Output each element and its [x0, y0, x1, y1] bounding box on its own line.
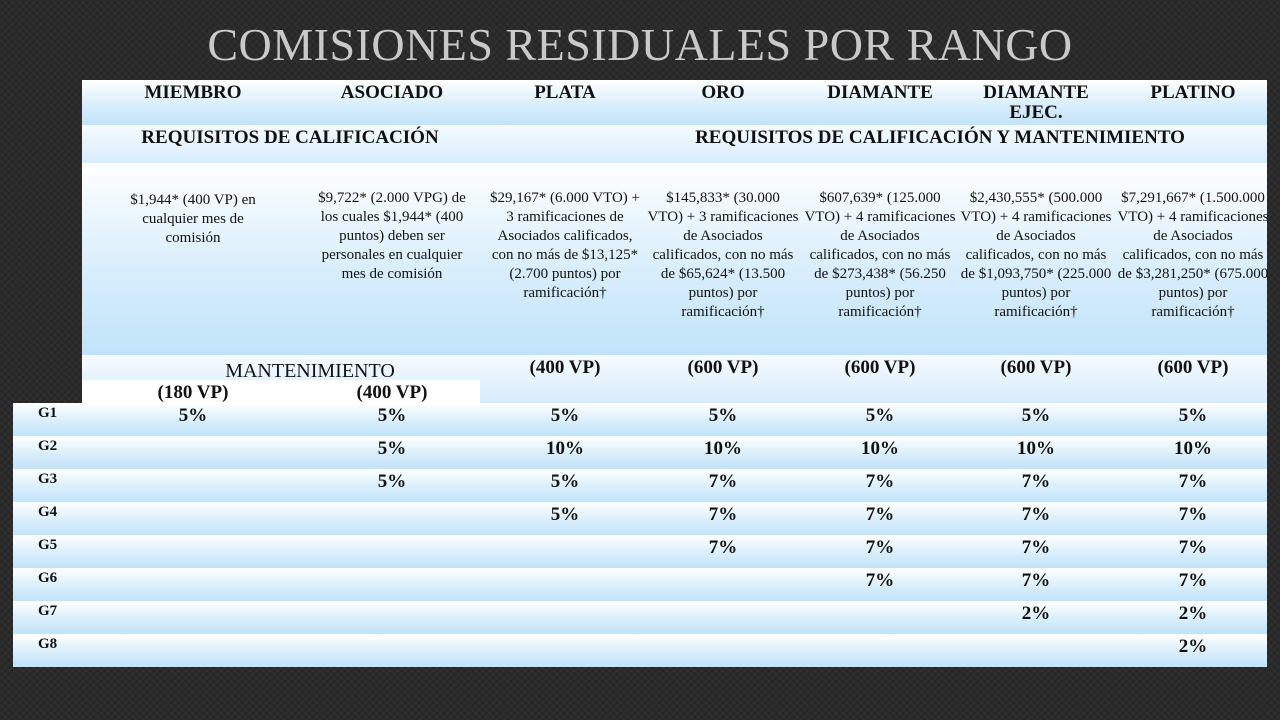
rank-header-diamante-ejec: DIAMANTE EJEC.	[983, 82, 1089, 123]
rank-header-oro: ORO	[701, 82, 745, 103]
generation-label-g5: G5	[38, 537, 58, 553]
generation-label-g7: G7	[38, 603, 58, 619]
generation-g5-platino: 7%	[1178, 537, 1208, 558]
generation-g3-plata: 5%	[550, 471, 580, 492]
maintenance-label: MANTENIMIENTO	[225, 360, 395, 382]
generation-g2-diamante: 10%	[861, 438, 899, 459]
generation-label-g3: G3	[38, 471, 58, 487]
generation-g2-platino: 10%	[1174, 438, 1212, 459]
maintenance-miembro: (180 VP)	[157, 382, 229, 403]
requirement-plata: $29,167* (6.000 VTO) + 3 ramificaciones de Asociados calificados, con no más de $13,125* (2.700 puntos) por ramificación†	[490, 190, 640, 301]
generation-g3-diamante: 7%	[865, 471, 895, 492]
requirement-diamante-ejec: $2,430,555* (500.000 VTO) + 4 ramificaciones de Asociados calificados, con no más de $1,093,750* (225.000 puntos) por ramificación†	[960, 190, 1112, 320]
generation-g1-plata: 5%	[550, 405, 580, 426]
generation-g5-diamante: 7%	[865, 537, 895, 558]
rank-header-miembro: MIEMBRO	[144, 82, 242, 103]
generation-g1-diamante-ejec: 5%	[1021, 405, 1051, 426]
generation-g1-diamante: 5%	[865, 405, 895, 426]
maintenance-diamante-ejec: (600 VP)	[1000, 357, 1072, 378]
rank-header-diamante: DIAMANTE	[827, 82, 933, 103]
generation-g3-platino: 7%	[1178, 471, 1208, 492]
rank-header-plata: PLATA	[534, 82, 596, 103]
requirement-asociado: $9,722* (2.000 VPG) de los cuales $1,944* (400 puntos) deben ser personales en cualquier mes de comisión	[318, 190, 466, 282]
rank-header-asociado: ASOCIADO	[340, 82, 444, 103]
generation-g7-platino: 2%	[1178, 603, 1208, 624]
generation-g4-diamante-ejec: 7%	[1021, 504, 1051, 525]
generation-g2-asociado: 5%	[377, 438, 407, 459]
generation-g3-asociado: 5%	[377, 471, 407, 492]
generation-g1-miembro: 5%	[178, 405, 208, 426]
generation-g3-diamante-ejec: 7%	[1021, 471, 1051, 492]
generation-g7-diamante-ejec: 2%	[1021, 603, 1051, 624]
generation-g1-asociado: 5%	[377, 405, 407, 426]
generation-g4-platino: 7%	[1178, 504, 1208, 525]
generation-label-g2: G2	[38, 438, 58, 454]
generation-g1-platino: 5%	[1178, 405, 1208, 426]
generation-g2-oro: 10%	[704, 438, 742, 459]
generation-g6-platino: 7%	[1178, 570, 1208, 591]
generation-label-g8: G8	[38, 636, 58, 652]
requirement-oro: $145,833* (30.000 VTO) + 3 ramificaciones de Asociados calificados, con no más de $65,624* (13.500 puntos) por ramificación†	[647, 190, 799, 320]
generation-g5-diamante-ejec: 7%	[1021, 537, 1051, 558]
generation-label-g4: G4	[38, 504, 58, 520]
generation-g4-plata: 5%	[550, 504, 580, 525]
rank-header-platino: PLATINO	[1150, 82, 1236, 103]
generation-g4-oro: 7%	[708, 504, 738, 525]
generation-g2-diamante-ejec: 10%	[1017, 438, 1055, 459]
generation-g6-diamante-ejec: 7%	[1021, 570, 1051, 591]
requirement-diamante: $607,639* (125.000 VTO) + 4 ramificaciones de Asociados calificados, con no más de $273,438* (56.250 puntos) por ramificación†	[804, 190, 956, 320]
requirement-platino: $7,291,667* (1.500.000 VTO) + 4 ramificaciones de Asociados calificados, con no más de $3,281,250* (675.000 puntos) por ramificación†	[1117, 190, 1269, 320]
generation-label-g6: G6	[38, 570, 58, 586]
requirement-miembro: $1,944* (400 VP) en cualquier mes de comisión	[130, 192, 256, 246]
generation-g5-oro: 7%	[708, 537, 738, 558]
maintenance-asociado: (400 VP)	[356, 382, 428, 403]
generation-g1-oro: 5%	[708, 405, 738, 426]
generation-g2-plata: 10%	[546, 438, 584, 459]
generation-row-band	[13, 634, 1267, 667]
maintenance-platino: (600 VP)	[1157, 357, 1229, 378]
maintenance-diamante: (600 VP)	[844, 357, 916, 378]
section-right-title: REQUISITOS DE CALIFICACIÓN Y MANTENIMIENTO	[695, 127, 1185, 148]
generation-label-g1: G1	[38, 405, 58, 421]
maintenance-plata: (400 VP)	[529, 357, 601, 378]
generation-g3-oro: 7%	[708, 471, 738, 492]
section-left-title: REQUISITOS DE CALIFICACIÓN	[141, 127, 439, 148]
maintenance-oro: (600 VP)	[687, 357, 759, 378]
generation-g8-platino: 2%	[1178, 636, 1208, 657]
generation-g6-diamante: 7%	[865, 570, 895, 591]
page-title: COMISIONES RESIDUALES POR RANGO	[207, 19, 1073, 70]
generation-g4-diamante: 7%	[865, 504, 895, 525]
